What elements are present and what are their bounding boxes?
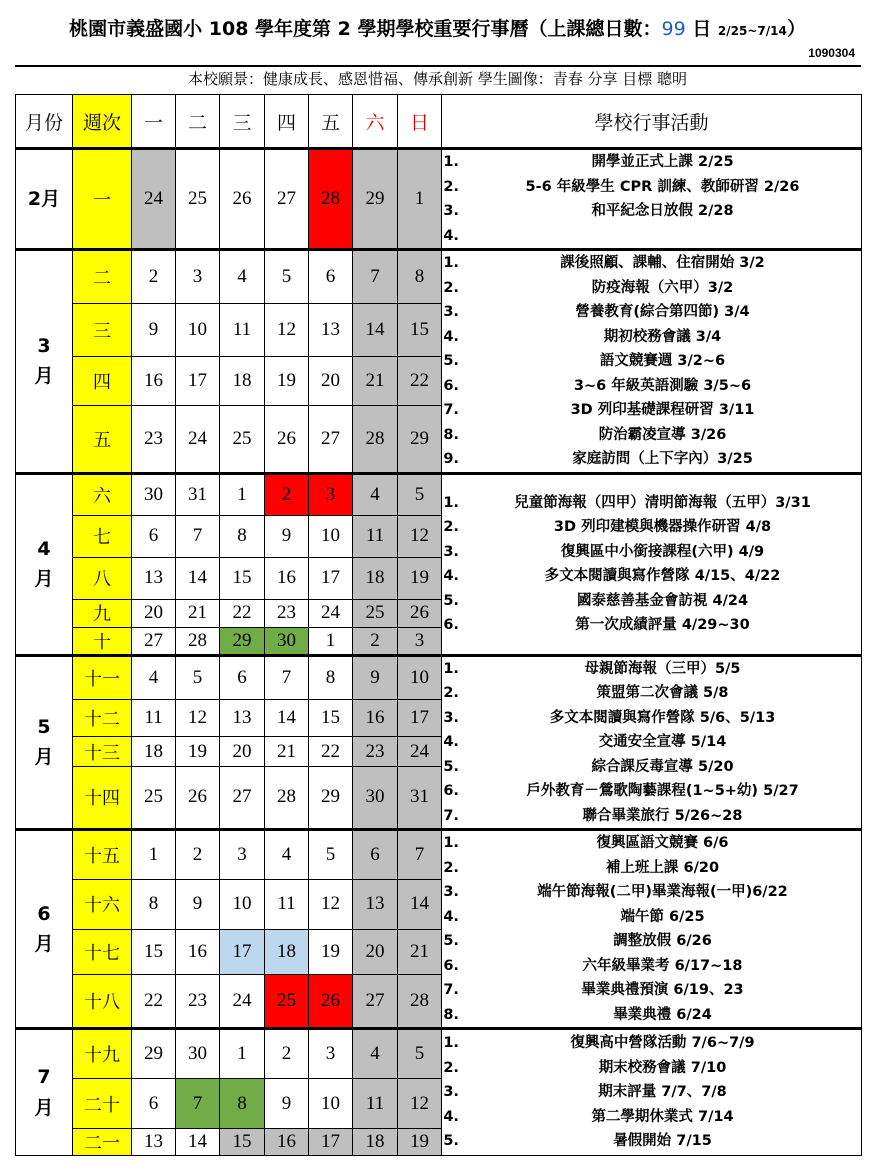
week-number: 五 <box>73 405 132 473</box>
day-cell-tue: 21 <box>176 599 220 627</box>
activity-item: 5. 調整放假 6/26 <box>464 929 861 954</box>
week-number: 十九 <box>73 1029 132 1079</box>
day-cell-fri: 6 <box>309 250 353 304</box>
day-cell-wed: 8 <box>220 515 265 557</box>
day-cell-sat: 25 <box>353 599 398 627</box>
week-number: 四 <box>73 357 132 405</box>
activity-item: 6. 第一次成績評量 4/29~30 <box>464 613 861 638</box>
day-cell-sat: 11 <box>353 1079 398 1129</box>
day-cell-sun: 21 <box>398 929 442 975</box>
day-cell-wed: 4 <box>220 250 265 304</box>
day-cell-fri: 3 <box>309 1029 353 1079</box>
day-cell-tue: 9 <box>176 879 220 929</box>
day-cell-sun: 15 <box>398 303 442 357</box>
day-cell-wed: 3 <box>220 830 265 880</box>
activity-item: 2. 策盟第二次會議 5/8 <box>464 681 861 706</box>
day-cell-sat: 20 <box>353 929 398 975</box>
week-row <box>16 830 862 880</box>
day-cell-thu: 4 <box>265 830 309 880</box>
activity-item: 3. 和平紀念日放假 2/28 <box>464 199 861 224</box>
activity-list <box>442 250 862 474</box>
col-mon: 一 <box>132 95 176 149</box>
day-cell-thu: 2 <box>265 473 309 515</box>
day-cell-tue: 10 <box>176 303 220 357</box>
day-cell-wed: 17 <box>220 929 265 975</box>
day-cell-tue: 19 <box>176 737 220 766</box>
activity-item: 3. 多文本閱讀與寫作營隊 5/6、5/13 <box>464 706 861 731</box>
day-cell-sat: 4 <box>353 473 398 515</box>
date-range: 2/25~7/14 <box>717 24 787 38</box>
day-cell-sun: 24 <box>398 737 442 766</box>
day-cell-thu: 28 <box>265 766 309 829</box>
day-cell-thu: 26 <box>265 405 309 473</box>
day-cell-sat: 13 <box>353 879 398 929</box>
col-wed: 三 <box>220 95 265 149</box>
week-number: 十三 <box>73 737 132 766</box>
activity-item: 2. 防疫海報（六甲）3/2 <box>464 276 861 301</box>
day-cell-sun: 26 <box>398 599 442 627</box>
day-cell-sun: 12 <box>398 1079 442 1129</box>
activity-item: 3. 期末評量 7/7、7/8 <box>464 1080 861 1105</box>
day-cell-fri: 1 <box>309 627 353 655</box>
day-cell-sat: 21 <box>353 357 398 405</box>
activity-item: 4. 第二學期休業式 7/14 <box>464 1105 861 1130</box>
day-cell-fri: 17 <box>309 1129 353 1156</box>
day-cell-mon: 1 <box>132 830 176 880</box>
day-cell-thu: 2 <box>265 1029 309 1079</box>
day-cell-sun: 31 <box>398 766 442 829</box>
month-label: 7 月 <box>16 1029 73 1156</box>
week-number: 二十 <box>73 1079 132 1129</box>
day-cell-fri: 10 <box>309 515 353 557</box>
week-number: 七 <box>73 515 132 557</box>
activity-item: 4. 多文本閱讀與寫作營隊 4/15、4/22 <box>464 564 861 589</box>
day-cell-fri: 20 <box>309 357 353 405</box>
day-cell-sun: 10 <box>398 655 442 699</box>
activity-item: 6. 戶外教育－鶯歌陶藝課程(1~5+幼) 5/27 <box>464 779 861 804</box>
day-cell-thu: 9 <box>265 1079 309 1129</box>
week-number: 十六 <box>73 879 132 929</box>
month-label: 3 月 <box>16 250 73 474</box>
day-cell-mon: 2 <box>132 250 176 304</box>
activity-list <box>442 655 862 830</box>
day-cell-sun: 8 <box>398 250 442 304</box>
week-row <box>16 655 862 699</box>
day-cell-mon: 16 <box>132 357 176 405</box>
day-cell-sun: 3 <box>398 627 442 655</box>
day-cell-mon: 18 <box>132 737 176 766</box>
day-cell-wed: 18 <box>220 357 265 405</box>
day-cell-tue: 2 <box>176 830 220 880</box>
day-cell-wed: 1 <box>220 1029 265 1079</box>
col-sat: 六 <box>353 95 398 149</box>
day-cell-thu: 5 <box>265 250 309 304</box>
day-cell-thu: 19 <box>265 357 309 405</box>
day-cell-thu: 18 <box>265 929 309 975</box>
col-fri: 五 <box>309 95 353 149</box>
day-cell-sat: 28 <box>353 405 398 473</box>
day-cell-mon: 11 <box>132 699 176 737</box>
day-cell-sun: 5 <box>398 473 442 515</box>
day-cell-fri: 8 <box>309 655 353 699</box>
activity-item: 5. 語文競賽週 3/2~6 <box>464 349 861 374</box>
day-cell-thu: 9 <box>265 515 309 557</box>
day-cell-sun: 29 <box>398 405 442 473</box>
week-number: 十五 <box>73 830 132 880</box>
title-close: ） <box>786 18 806 40</box>
day-cell-wed: 25 <box>220 405 265 473</box>
day-cell-sat: 23 <box>353 737 398 766</box>
day-cell-fri: 28 <box>309 149 353 250</box>
week-number: 九 <box>73 599 132 627</box>
day-cell-tue: 25 <box>176 149 220 250</box>
day-cell-sat: 18 <box>353 557 398 599</box>
week-number: 八 <box>73 557 132 599</box>
day-cell-wed: 15 <box>220 1129 265 1156</box>
week-row <box>16 1029 862 1079</box>
activity-item: 2. 5-6 年級學生 CPR 訓練、教師研習 2/26 <box>464 175 861 200</box>
day-cell-fri: 27 <box>309 405 353 473</box>
day-cell-mon: 29 <box>132 1029 176 1079</box>
week-number: 十二 <box>73 699 132 737</box>
activity-item: 3. 端午節海報(二甲)畢業海報(一甲)6/22 <box>464 880 861 905</box>
day-cell-thu: 11 <box>265 879 309 929</box>
week-number: 十七 <box>73 929 132 975</box>
day-cell-thu: 21 <box>265 737 309 766</box>
day-cell-wed: 15 <box>220 557 265 599</box>
day-cell-fri: 15 <box>309 699 353 737</box>
day-cell-wed: 20 <box>220 737 265 766</box>
activity-item: 9. 家庭訪問（上下字內）3/25 <box>464 447 861 472</box>
day-cell-sat: 16 <box>353 699 398 737</box>
activity-item: 6. 六年級畢業考 6/17~18 <box>464 954 861 979</box>
month-label: 4 月 <box>16 473 73 655</box>
day-cell-wed: 24 <box>220 975 265 1029</box>
activity-item: 3. 復興區中小銜接課程(六甲) 4/9 <box>464 540 861 565</box>
day-cell-sun: 17 <box>398 699 442 737</box>
day-cell-tue: 5 <box>176 655 220 699</box>
day-cell-wed: 26 <box>220 149 265 250</box>
col-sun: 日 <box>398 95 442 149</box>
week-number: 二 <box>73 250 132 304</box>
activity-item: 1. 兒童節海報（四甲）清明節海報（五甲）3/31 <box>464 491 861 516</box>
activity-item: 7. 畢業典禮預演 6/19、23 <box>464 978 861 1003</box>
day-cell-wed: 10 <box>220 879 265 929</box>
title-unit: 日 <box>685 18 718 40</box>
day-cell-mon: 13 <box>132 1129 176 1156</box>
month-label: 2月 <box>16 149 73 250</box>
week-number: 十 <box>73 627 132 655</box>
day-cell-wed: 1 <box>220 473 265 515</box>
day-cell-sat: 4 <box>353 1029 398 1079</box>
day-cell-wed: 11 <box>220 303 265 357</box>
day-cell-wed: 6 <box>220 655 265 699</box>
calendar-table <box>15 94 862 1156</box>
day-cell-tue: 28 <box>176 627 220 655</box>
week-number: 二一 <box>73 1129 132 1156</box>
day-cell-mon: 30 <box>132 473 176 515</box>
day-cell-sat: 18 <box>353 1129 398 1156</box>
day-cell-mon: 9 <box>132 303 176 357</box>
day-cell-mon: 4 <box>132 655 176 699</box>
day-cell-tue: 26 <box>176 766 220 829</box>
day-cell-fri: 5 <box>309 830 353 880</box>
day-cell-tue: 7 <box>176 1079 220 1129</box>
day-cell-thu: 16 <box>265 557 309 599</box>
day-cell-mon: 27 <box>132 627 176 655</box>
day-cell-sat: 11 <box>353 515 398 557</box>
week-number: 六 <box>73 473 132 515</box>
activity-item: 8. 畢業典禮 6/24 <box>464 1003 861 1028</box>
day-cell-sat: 2 <box>353 627 398 655</box>
week-number: 十四 <box>73 766 132 829</box>
day-cell-mon: 6 <box>132 515 176 557</box>
day-cell-fri: 26 <box>309 975 353 1029</box>
month-label: 6 月 <box>16 830 73 1029</box>
day-cell-wed: 8 <box>220 1079 265 1129</box>
day-cell-mon: 6 <box>132 1079 176 1129</box>
day-cell-sat: 6 <box>353 830 398 880</box>
day-cell-mon: 15 <box>132 929 176 975</box>
activity-list <box>442 473 862 655</box>
activity-item: 2. 期末校務會議 7/10 <box>464 1056 861 1081</box>
day-cell-mon: 25 <box>132 766 176 829</box>
day-cell-thu: 12 <box>265 303 309 357</box>
week-number: 十八 <box>73 975 132 1029</box>
day-cell-wed: 29 <box>220 627 265 655</box>
day-cell-thu: 25 <box>265 975 309 1029</box>
activity-list <box>442 830 862 1029</box>
page-title <box>0 14 875 41</box>
day-cell-sat: 9 <box>353 655 398 699</box>
day-cell-tue: 31 <box>176 473 220 515</box>
activity-item: 5. 國泰慈善基金會訪視 4/24 <box>464 589 861 614</box>
day-cell-fri: 19 <box>309 929 353 975</box>
day-cell-tue: 30 <box>176 1029 220 1079</box>
day-cell-mon: 24 <box>132 149 176 250</box>
activity-item: 3. 營養教育(綜合第四節) 3/4 <box>464 300 861 325</box>
month-label: 5 月 <box>16 655 73 830</box>
activity-item: 1. 復興區語文競賽 6/6 <box>464 831 861 856</box>
day-cell-wed: 22 <box>220 599 265 627</box>
activity-item: 7. 聯合畢業旅行 5/26~28 <box>464 804 861 829</box>
day-cell-sun: 28 <box>398 975 442 1029</box>
day-cell-mon: 23 <box>132 405 176 473</box>
day-cell-sat: 7 <box>353 250 398 304</box>
activity-item: 4. 期初校務會議 3/4 <box>464 325 861 350</box>
activity-item: 5. 暑假開始 7/15 <box>464 1129 861 1154</box>
activity-item: 8. 防治霸凌宣導 3/26 <box>464 423 861 448</box>
day-cell-sun: 19 <box>398 1129 442 1156</box>
col-thu: 四 <box>265 95 309 149</box>
header-divider <box>15 65 861 67</box>
day-cell-thu: 27 <box>265 149 309 250</box>
week-number: 一 <box>73 149 132 250</box>
day-cell-sun: 7 <box>398 830 442 880</box>
day-cell-tue: 14 <box>176 1129 220 1156</box>
activity-item: 1. 課後照顧、課輔、住宿開始 3/2 <box>464 251 861 276</box>
day-cell-tue: 23 <box>176 975 220 1029</box>
day-cell-wed: 13 <box>220 699 265 737</box>
day-cell-tue: 12 <box>176 699 220 737</box>
week-row <box>16 149 862 250</box>
day-cell-wed: 27 <box>220 766 265 829</box>
col-activities: 學校行事活動 <box>442 95 862 149</box>
day-cell-thu: 14 <box>265 699 309 737</box>
day-cell-fri: 13 <box>309 303 353 357</box>
activity-item: 1. 母親節海報（三甲）5/5 <box>464 657 861 682</box>
day-cell-mon: 13 <box>132 557 176 599</box>
day-cell-sun: 5 <box>398 1029 442 1079</box>
day-cell-sat: 30 <box>353 766 398 829</box>
activity-list <box>442 149 862 250</box>
day-cell-sun: 22 <box>398 357 442 405</box>
day-cell-sat: 14 <box>353 303 398 357</box>
header-row <box>16 95 862 149</box>
day-cell-sun: 1 <box>398 149 442 250</box>
school-vision: 本校願景：健康成長、感恩惜福、傳承創新 學生圖像：青春 分享 目標 聰明 <box>187 70 688 88</box>
activity-item: 6. 3~6 年級英語測驗 3/5~6 <box>464 374 861 399</box>
activity-item <box>464 224 861 249</box>
day-cell-tue: 17 <box>176 357 220 405</box>
week-number: 三 <box>73 303 132 357</box>
day-cell-thu: 16 <box>265 1129 309 1156</box>
day-cell-fri: 22 <box>309 737 353 766</box>
day-cell-mon: 22 <box>132 975 176 1029</box>
activity-list <box>442 1029 862 1156</box>
day-cell-sun: 14 <box>398 879 442 929</box>
week-row <box>16 473 862 515</box>
activity-item: 1. 開學並正式上課 2/25 <box>464 150 861 175</box>
week-row <box>16 250 862 304</box>
day-cell-tue: 3 <box>176 250 220 304</box>
activity-item: 2. 補上班上課 6/20 <box>464 856 861 881</box>
week-number: 十一 <box>73 655 132 699</box>
day-cell-sun: 12 <box>398 515 442 557</box>
day-cell-fri: 10 <box>309 1079 353 1129</box>
day-cell-tue: 14 <box>176 557 220 599</box>
day-cell-sat: 27 <box>353 975 398 1029</box>
day-cell-mon: 20 <box>132 599 176 627</box>
col-tue: 二 <box>176 95 220 149</box>
title-text: 桃園市義盛國小 108 學年度第 2 學期學校重要行事曆（上課總日數： <box>69 18 662 40</box>
day-cell-fri: 12 <box>309 879 353 929</box>
day-cell-tue: 7 <box>176 515 220 557</box>
day-cell-sun: 19 <box>398 557 442 599</box>
col-month: 月份 <box>16 95 73 149</box>
activity-item: 4. 交通安全宣導 5/14 <box>464 730 861 755</box>
day-cell-mon: 8 <box>132 879 176 929</box>
day-cell-thu: 7 <box>265 655 309 699</box>
activity-item: 4. 端午節 6/25 <box>464 905 861 930</box>
day-cell-thu: 30 <box>265 627 309 655</box>
day-cell-tue: 16 <box>176 929 220 975</box>
activity-item: 7. 3D 列印基礎課程研習 3/11 <box>464 398 861 423</box>
total-days: 99 <box>661 18 686 40</box>
day-cell-fri: 3 <box>309 473 353 515</box>
document-number: 1090304 <box>808 46 855 60</box>
day-cell-thu: 23 <box>265 599 309 627</box>
col-week: 週次 <box>73 95 132 149</box>
activity-item: 1. 復興高中營隊活動 7/6~7/9 <box>464 1031 861 1056</box>
activity-item: 5. 綜合課反毒宣導 5/20 <box>464 755 861 780</box>
day-cell-tue: 24 <box>176 405 220 473</box>
day-cell-fri: 17 <box>309 557 353 599</box>
activity-item: 2. 3D 列印建模與機器操作研習 4/8 <box>464 515 861 540</box>
day-cell-sat: 29 <box>353 149 398 250</box>
day-cell-fri: 29 <box>309 766 353 829</box>
day-cell-fri: 24 <box>309 599 353 627</box>
